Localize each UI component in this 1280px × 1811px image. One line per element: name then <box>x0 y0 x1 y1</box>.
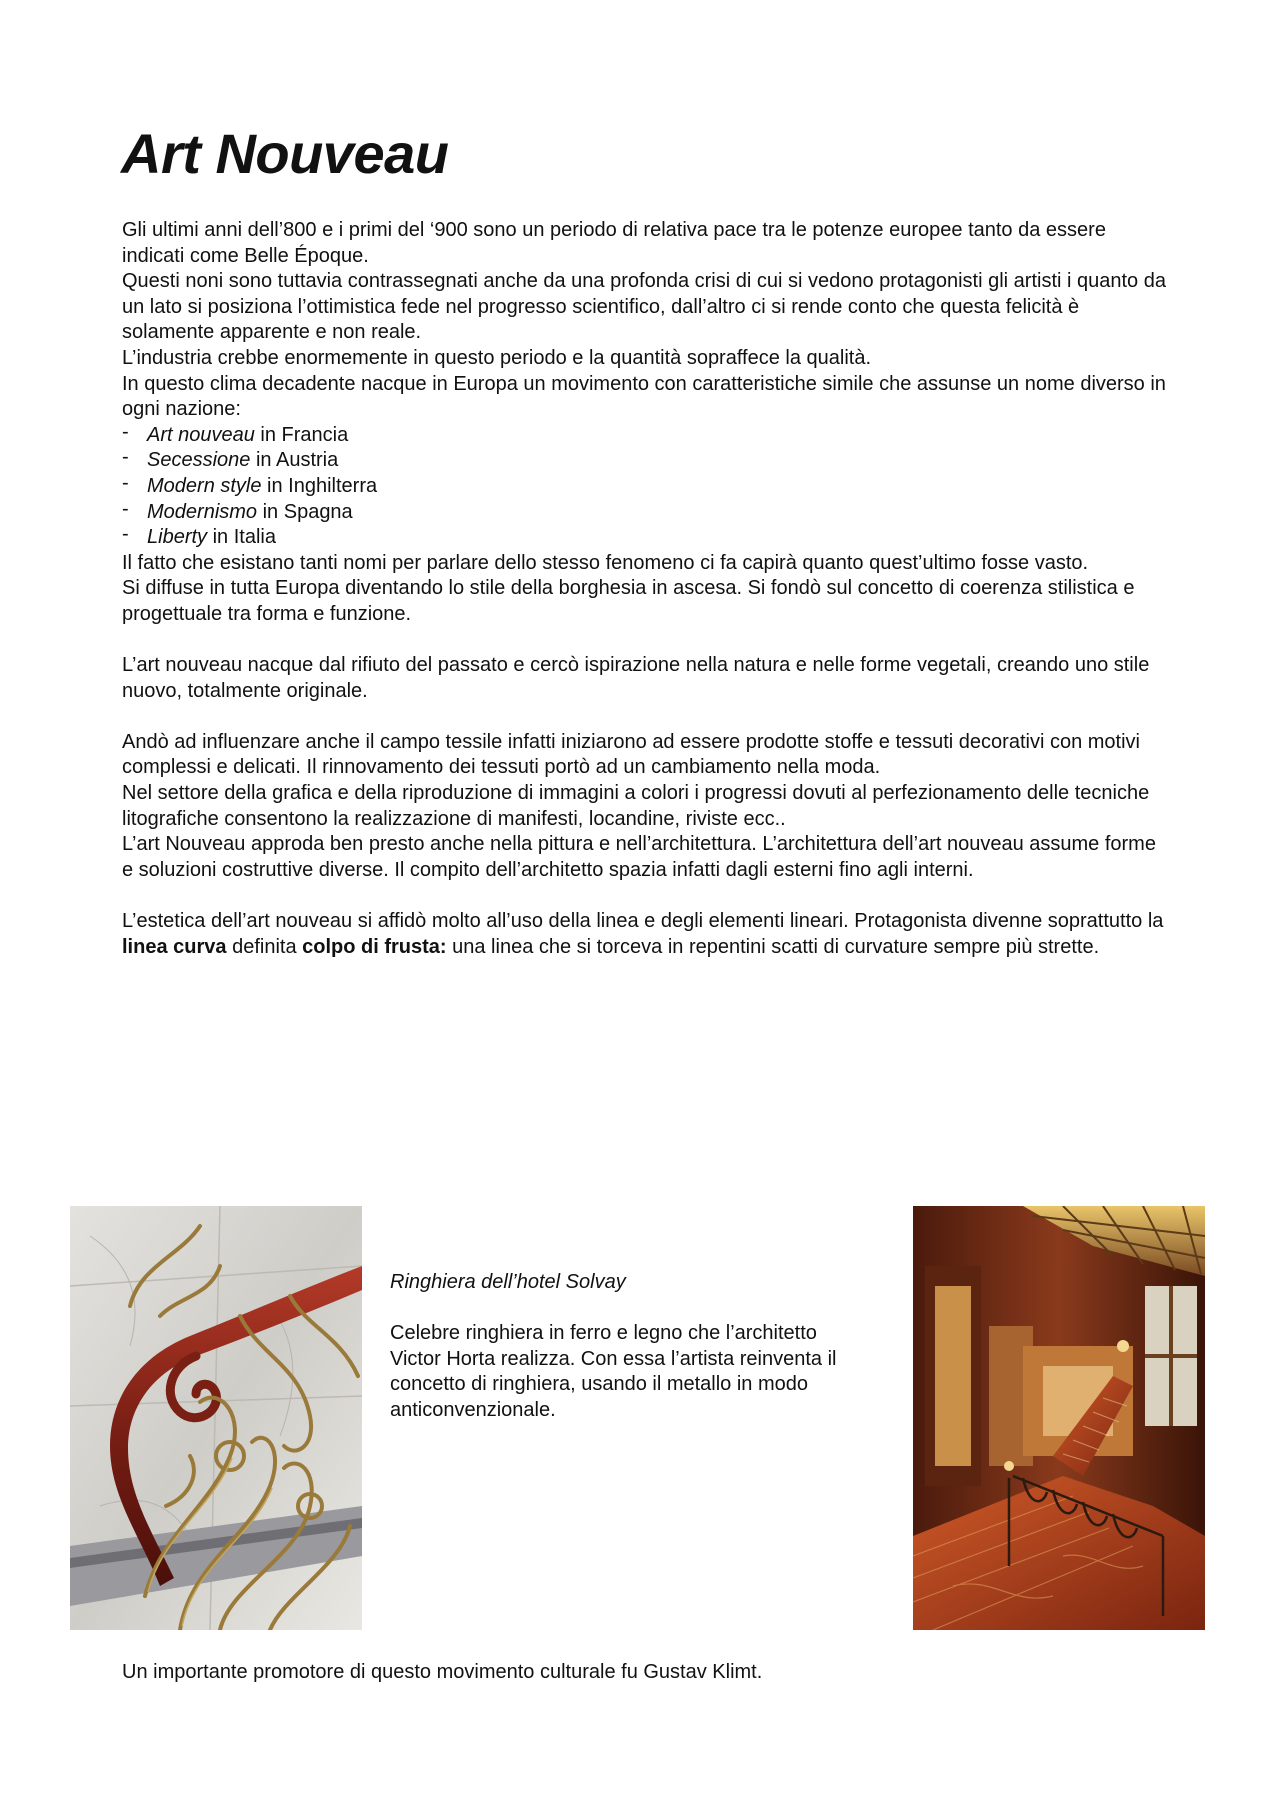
movement-country: in Italia <box>207 526 276 549</box>
movement-country: in Spagna <box>257 500 353 523</box>
paragraph-crisis: Questi noni sono tuttavia contrassegnati anche da una profonda crisi di cui si vedono protagonisti gli artisti i quanto da un lato si posiziona l’ottimistica fede nel progresso scientifico, dall’altro ci si rende conto che questa felicità è solamente apparente e non reale. <box>122 270 1166 344</box>
bold-term-linea-curva: linea curva <box>122 935 227 958</box>
list-item <box>122 525 1172 551</box>
text-run: definita <box>226 935 303 958</box>
list-item <box>122 500 1172 526</box>
main-text <box>122 218 1172 960</box>
movement-names-list <box>122 423 1172 551</box>
paragraph-names: Il fatto che esistano tanti nomi per parlare dello stesso fenomeno ci fa capirà quanto quest’ultimo fosse vasto. <box>122 551 1089 574</box>
image-caption <box>390 1270 870 1424</box>
paragraph-bourgeoisie: Si diffuse in tutta Europa diventando lo stile della borghesia in ascesa. Si fondò sul concetto di coerenza stilistica e progettuale tra forma e funzione. <box>122 577 1135 625</box>
movement-country: in Austria <box>250 449 339 472</box>
paragraph-nature: L’art nouveau nacque dal rifiuto del passato e cercò ispirazione nella natura e nelle forme vegetali, creando uno stile nuovo, totalmente originale. <box>122 654 1150 702</box>
bold-term-colpo-di-frusta: colpo di frusta: <box>302 935 447 958</box>
paragraph-industry: L’industria crebbe enormemente in questo periodo e la quantità sopraffece la qualità. <box>122 346 872 369</box>
paragraph-intro: Gli ultimi anni dell’800 e i primi del ‘900 sono un periodo di relativa pace tra le potenze europee tanto da essere indicati come Belle Époque. <box>122 219 1106 267</box>
list-item <box>122 423 1172 449</box>
caption-text: Celebre ringhiera in ferro e legno che l’architetto Victor Horta realizza. Con essa l’artista reinventa il concetto di ringhiera, usando il metallo in modo anticonvenzionale. <box>390 1322 837 1421</box>
paragraph-line <box>122 909 1172 960</box>
paragraph-textile: Andò ad influenzare anche il campo tessile infatti iniziarono ad essere prodotte stoffe e tessuti decorativi con motivi complessi e delicati. Il rinnovamento dei tessuti portò ad un cambiamento nella moda. <box>122 730 1140 779</box>
paragraph-graphics: Nel settore della grafica e della riproduzione di immagini a colori i progressi dovuti al perfezionamento delle tecniche litografiche consentono la realizzazione di manifesti, locandine, riviste ecc.. <box>122 782 1150 830</box>
staircase-photo <box>913 1206 1205 1630</box>
paragraph-architecture: L’art Nouveau approda ben presto anche nella pittura e nell’architettura. L’architettura dell’art nouveau assume forme e soluzioni costruttive diverse. Il compito dell’architetto spazia infatti dagli esterni fino agli interni. <box>122 833 1156 881</box>
movement-name: Art nouveau <box>147 423 255 446</box>
railing-photo <box>70 1206 362 1630</box>
closing-sentence: Un importante promotore di questo movimento culturale fu Gustav Klimt. <box>122 1661 763 1683</box>
text-run: una linea che si torceva in repentini scatti di curvature sempre più strette. <box>446 935 1100 958</box>
list-item <box>122 474 1172 500</box>
paragraph-movement: In questo clima decadente nacque in Europa un movimento con caratteristiche simile che assunse un nome diverso in ogni nazione: <box>122 372 1166 421</box>
movement-country: in Francia <box>254 423 349 446</box>
movement-name: Modernismo <box>147 500 258 523</box>
movement-country: in Inghilterra <box>261 474 378 497</box>
text-run: L’estetica dell’art nouveau si affidò molto all’uso della linea e degli elementi lineari. Protagonista divenne soprattutto la <box>122 910 1164 933</box>
movement-name: Modern style <box>147 474 262 497</box>
page-title: Art Nouveau <box>121 122 449 185</box>
movement-name: Liberty <box>147 526 208 549</box>
list-item <box>122 448 1172 474</box>
movement-name: Secessione <box>147 449 251 472</box>
caption-title: Ringhiera dell’hotel Solvay <box>390 1271 626 1293</box>
